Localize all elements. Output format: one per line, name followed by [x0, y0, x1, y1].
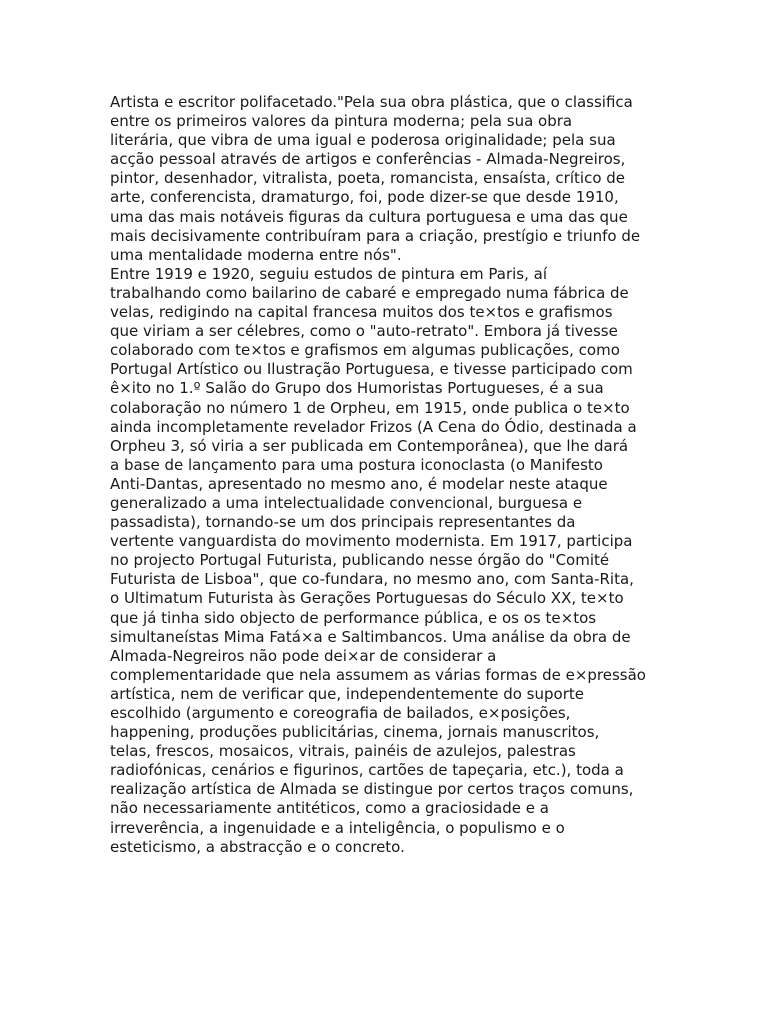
text-line: acção pessoal através de artigos e conferências - Almada-Negreiros, — [110, 150, 626, 169]
text-line: Futurista de Lisboa", que co-fundara, no mesmo ano, com Santa-Rita, — [110, 570, 634, 589]
text-line: realização artística de Almada se distingue por certos traços comuns, — [110, 780, 634, 799]
text-line: telas, frescos, mosaicos, vitrais, painéis de azulejos, palestras — [110, 742, 576, 761]
text-line: ê×ito no 1.º Salão do Grupo dos Humoristas Portugueses, é a sua — [110, 379, 604, 398]
text-line: literária, que vibra de uma igual e poderosa originalidade; pela sua — [110, 131, 616, 150]
text-line: vertente vanguardista do movimento modernista. Em 1917, participa — [110, 532, 633, 551]
text-line: happening, produções publicitárias, cinema, jornais manuscritos, — [110, 723, 600, 742]
text-line: escolhido (argumento e coreografia de bailados, e×posições, — [110, 704, 571, 722]
text-line: uma mentalidade moderna entre nós". — [110, 245, 402, 264]
text-line: Almada-Negreiros não pode dei×ar de considerar a — [110, 646, 497, 665]
text-line: entre os primeiros valores da pintura moderna; pela sua obra — [110, 112, 573, 131]
text-line: Entre 1919 e 1920, seguiu estudos de pintura em Paris, aí — [110, 264, 548, 283]
text-line: pintor, desenhador, vitralista, poeta, romancista, ensaísta, crítico de — [110, 169, 626, 188]
text-line: velas, redigindo na capital francesa muitos dos te×tos e grafismos — [110, 303, 613, 322]
text-line: irreverência, a ingenuidade e a inteligência, o populismo e o — [110, 818, 565, 837]
text-line: uma das mais notáveis figuras da cultura portuguesa e uma das que — [110, 207, 628, 226]
text-line: passadista), tornando-se um dos principais representantes da — [110, 513, 576, 532]
text-line: o Ultimatum Futurista às Gerações Portuguesas do Século XX, te×to — [110, 589, 624, 608]
text-line: radiofónicas, cenários e figurinos, cartões de tapeçaria, etc.), toda a — [110, 761, 624, 780]
text-line: colaboração no número 1 de Orpheu, em 1915, onde publica o te×to — [110, 398, 630, 417]
text-line: a base de lançamento para uma postura iconoclasta (o Manifesto — [110, 455, 603, 474]
text-line: que viriam a ser célebres, como o "auto-retrato". Embora já tivesse — [110, 322, 618, 341]
text-line: no projecto Portugal Futurista, publicando nesse órgão do "Comité — [110, 551, 610, 570]
text-line: que já tinha sido objecto de performance pública, e os os te×tos — [110, 608, 597, 627]
text-line: Portugal Artístico ou Ilustração Portuguesa, e tivesse participado com — [110, 360, 633, 379]
text-line: Orpheu 3, só viria a ser publicada em Contemporânea), que lhe dará — [110, 436, 629, 455]
text-line: mais decisivamente contribuíram para a criação, prestígio e triunfo de — [110, 226, 641, 245]
text-line: simultaneístas Mima Fatá×a e Saltimbancos. Uma análise da obra de — [110, 627, 631, 646]
text-line: generalizado a uma intelectualidade convencional, burguesa e — [110, 493, 583, 512]
text-line: complementaridade que nela assumem as várias formas de e×pressão — [110, 665, 646, 684]
text-line: trabalhando como bailarino de cabaré e empregado numa fábrica de — [110, 283, 629, 302]
text-line: artística, nem de verificar que, independentemente do suporte — [110, 684, 584, 703]
text-line: não necessariamente antitéticos, como a graciosidade e a — [110, 799, 549, 818]
text-line: ainda incompletamente revelador Frizos (A Cena do Ódio, destinada a — [110, 417, 637, 436]
text-line: esteticismo, a abstracção e o concreto. — [110, 837, 405, 856]
document-body — [110, 93, 670, 857]
text-line: Anti-Dantas, apresentado no mesmo ano, é modelar neste ataque — [110, 474, 608, 493]
text-line: colaborado com te×tos e grafismos em algumas publicações, como — [110, 341, 620, 360]
text-line: Artista e escritor polifacetado."Pela sua obra plástica, que o classifica — [110, 93, 633, 111]
text-line: arte, conferencista, dramaturgo, foi, pode dizer-se que desde 1910, — [110, 188, 619, 207]
